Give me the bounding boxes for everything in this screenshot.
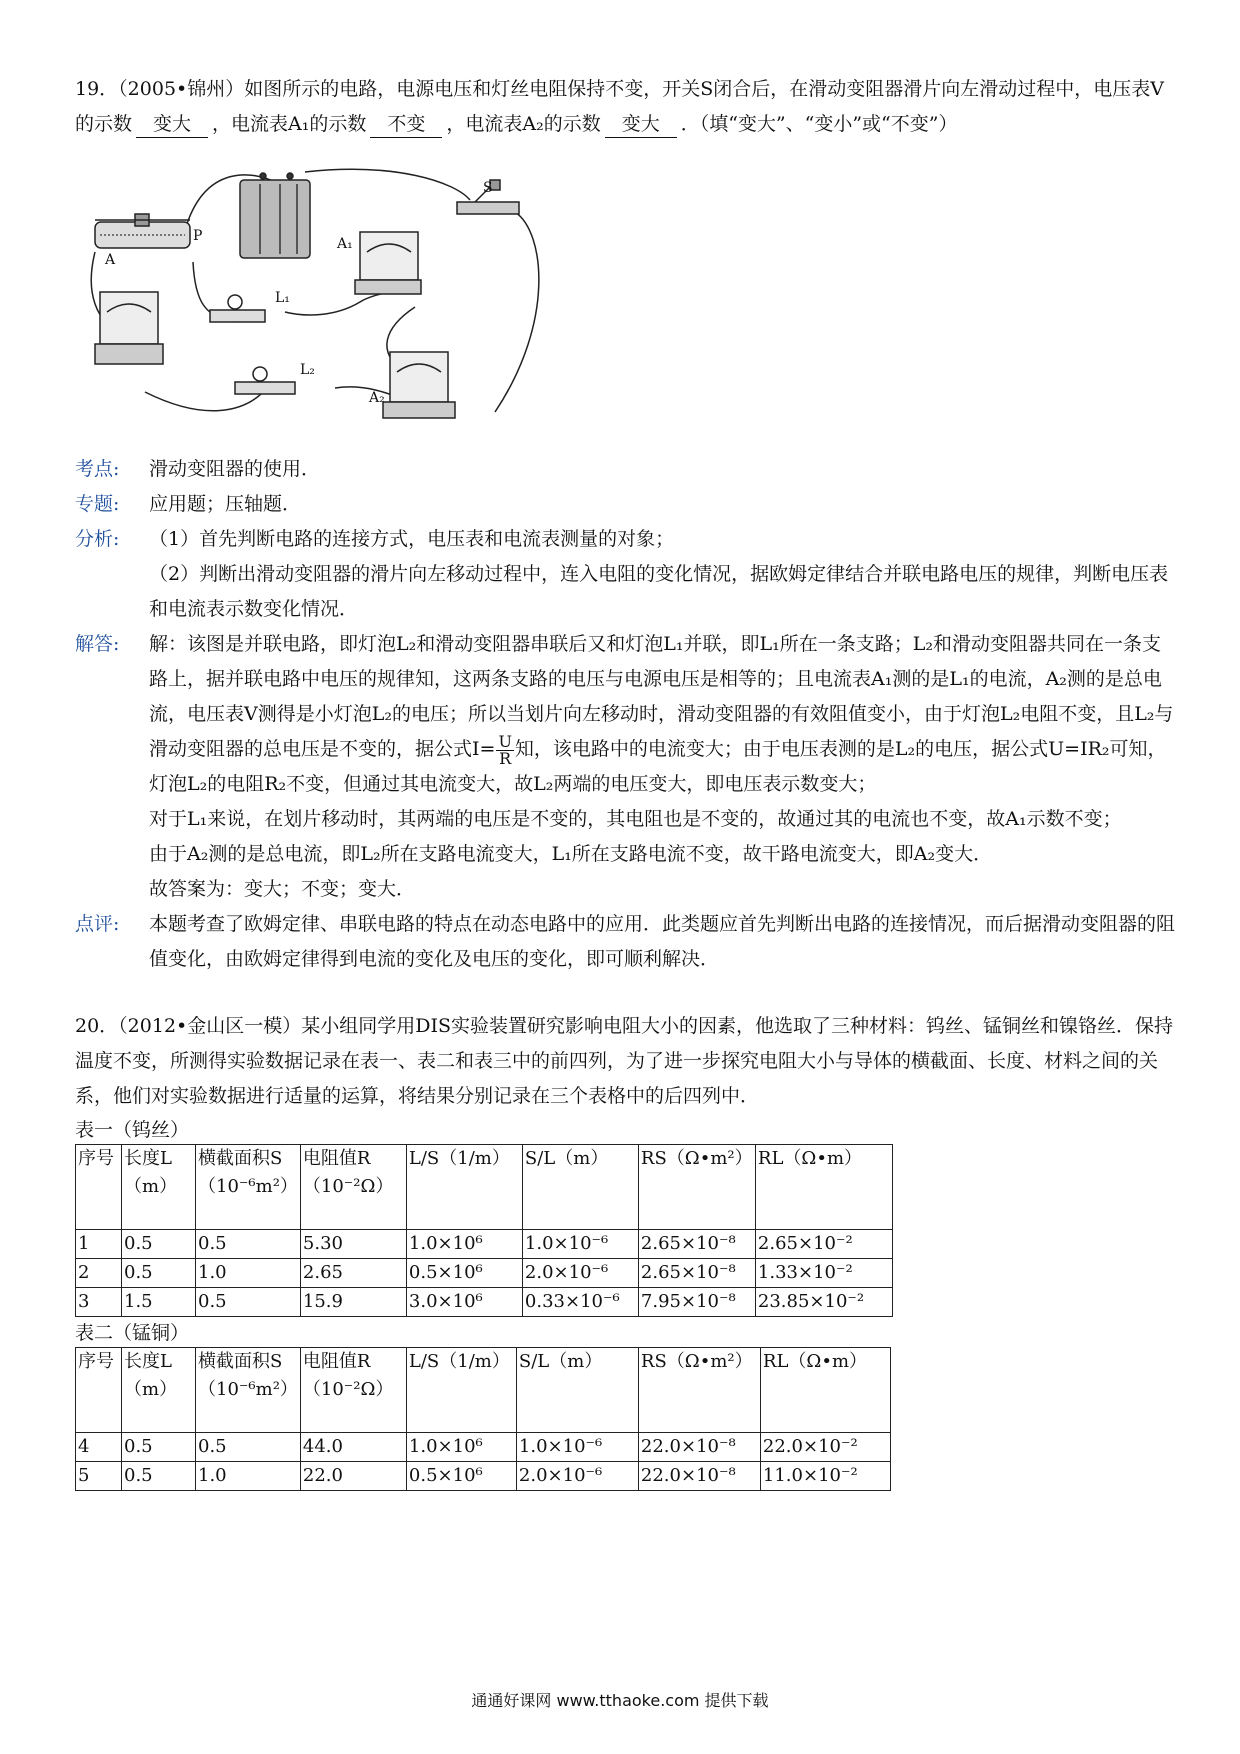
fenxi-label: 分析:	[75, 528, 120, 550]
table-cell: 7.95×10⁻⁸	[638, 1288, 755, 1317]
table-cell: 1.0	[196, 1462, 301, 1491]
table-cell: 2.65×10⁻⁸	[638, 1259, 755, 1288]
table-cell: 1.0×10⁶	[406, 1230, 522, 1259]
column-header: RL（Ω•m）	[760, 1348, 890, 1433]
table-cell: 0.5×10⁶	[406, 1259, 522, 1288]
table-cell: 0.5	[196, 1433, 301, 1462]
column-header: 长度L（m）	[122, 1145, 196, 1230]
page-footer: 通通好课网 www.tthaoke.com 提供下载	[471, 1691, 769, 1710]
stem-text-d: ．（填“变大”、“变小”或“不变”）	[680, 113, 958, 135]
column-header: L/S（1/m）	[406, 1145, 522, 1230]
zhuanti-label: 专题:	[75, 493, 120, 515]
column-header: S/L（m）	[516, 1348, 638, 1433]
column-header: 序号	[76, 1145, 122, 1230]
table-cell: 0.5×10⁶	[406, 1462, 516, 1491]
analysis-section	[75, 452, 1175, 977]
table-cell: 0.5	[196, 1230, 301, 1259]
jieda-paragraph-1	[149, 627, 1175, 802]
question-20	[75, 1009, 1175, 1491]
jieda-paragraph-3: 由于A₂测的是总电流，即L₂所在支路电流变大，L₁所在支路电流不变，故干路电流变大，即A₂变大．	[149, 843, 993, 865]
column-header: RS（Ω•m²）	[638, 1348, 760, 1433]
table-cell: 5.30	[300, 1230, 406, 1259]
table-2-caption: 表二（锰铜）	[75, 1322, 190, 1344]
table-cell: 1.0×10⁶	[406, 1433, 516, 1462]
table-cell: 15.9	[300, 1288, 406, 1317]
table-cell: 1.5	[122, 1288, 196, 1317]
table-cell: 2.0×10⁻⁶	[522, 1259, 638, 1288]
label-a: A	[105, 252, 116, 268]
question-19	[75, 72, 1175, 977]
column-header: 电阻值R（10⁻²Ω）	[300, 1145, 406, 1230]
table-cell: 1.0×10⁻⁶	[516, 1433, 638, 1462]
column-header: L/S（1/m）	[406, 1348, 516, 1433]
answer-blank-1: 变大	[136, 111, 208, 138]
label-s: S	[483, 180, 493, 196]
dianping-label: 点评:	[75, 913, 120, 935]
jieda-row	[75, 627, 1175, 907]
table-cell: 11.0×10⁻²	[760, 1462, 890, 1491]
dianping-text: 本题考查了欧姆定律、串联电路的特点在动态电路中的应用．此类题应首先判断出电路的连接情况，而后据滑动变阻器的阻值变化，由欧姆定律得到电流的变化及电压的变化，即可顺利解决．	[149, 913, 1176, 970]
stem-text-b: ，电流表A₁的示数	[212, 113, 367, 135]
question-20-stem: 20．（2012•金山区一模）某小组同学用DIS实验装置研究影响电阻大小的因素，他选取了三种材料：钨丝、锰铜丝和镍铬丝．保持温度不变，所测得实验数据记录在表一、表二和表三中的前四列，为了进一步探究电阻大小与导体的横截面、长度、材料之间的关系，他们对实验数据进行适量的运算，将结果分别记录在三个表格中的后四列中．	[75, 1015, 1173, 1107]
column-header: 长度L（m）	[122, 1348, 196, 1433]
table-1-caption: 表一（钨丝）	[75, 1119, 190, 1141]
table-2-manganin	[75, 1347, 891, 1491]
stem-text-c: ，电流表A₂的示数	[446, 113, 601, 135]
stem-text-a: 19．（2005•锦州）如图所示的电路，电源电压和灯丝电阻保持不变，开关S闭合后，在滑动变阻器滑片向左滑动过程中，电压表V的示数	[75, 78, 1164, 135]
table-cell: 2.65×10⁻⁸	[638, 1230, 755, 1259]
table-cell: 0.5	[122, 1230, 196, 1259]
jieda-label: 解答:	[75, 633, 120, 655]
table-cell: 3.0×10⁶	[406, 1288, 522, 1317]
table-cell: 1	[76, 1230, 122, 1259]
ammeter-a1	[355, 232, 421, 294]
table-cell: 22.0	[300, 1462, 406, 1491]
fraction-denominator: R	[499, 748, 512, 768]
label-l2: L₂	[300, 362, 315, 378]
table-cell: 0.5	[122, 1462, 196, 1491]
table-row	[76, 1259, 893, 1288]
table-cell: 4	[76, 1433, 122, 1462]
table-cell: 0.33×10⁻⁶	[522, 1288, 638, 1317]
table-row	[76, 1288, 893, 1317]
table-header-row	[76, 1348, 891, 1433]
table-cell: 2.65	[300, 1259, 406, 1288]
table-row	[76, 1462, 891, 1491]
column-header: 序号	[76, 1348, 122, 1433]
dianping-row	[75, 907, 1175, 977]
table-cell: 22.0×10⁻²	[760, 1433, 890, 1462]
lamp-l2	[235, 367, 295, 394]
column-header: 电阻值R（10⁻²Ω）	[300, 1348, 406, 1433]
wire	[305, 169, 470, 200]
fraction-numerator: U	[498, 731, 512, 751]
table-cell: 3	[76, 1288, 122, 1317]
table-cell: 1.0×10⁻⁶	[522, 1230, 638, 1259]
table-cell: 22.0×10⁻⁸	[638, 1462, 760, 1491]
table-1-tungsten	[75, 1144, 893, 1317]
jieda-paragraph-4: 故答案为：变大；不变；变大．	[149, 878, 416, 900]
circuit-diagram-svg	[75, 152, 565, 432]
jieda-text-1a: 解：该图是并联电路，即灯泡L₂和滑动变阻器串联后又和灯泡L₁并联，即L₁所在一条支路；L₂和滑动变阻器共同在一条支路上，据并联电路中电压的规律知，这两条支路的电压与电源电压是相等的；且电流表A₁测的是L₁的电流，A₂测的是总电流，电压表V测得是小灯泡L₂的电压；所以当划片向左移动时，滑动变阻器的有效阻值变小，由于灯泡L₂电阻不变，且L₂与滑动变阻器的总电压是不变的，据公式I=	[149, 633, 1174, 760]
fenxi-point-1: （1）首先判断电路的连接方式，电压表和电流表测量的对象；	[149, 528, 675, 550]
battery	[240, 173, 310, 258]
question-19-stem	[75, 72, 1175, 142]
circuit-figure	[75, 152, 565, 432]
column-header: RL（Ω•m）	[755, 1145, 892, 1230]
table-cell: 5	[76, 1462, 122, 1491]
column-header: RS（Ω•m²）	[638, 1145, 755, 1230]
table-cell: 0.5	[196, 1288, 301, 1317]
kaodian-text: 滑动变阻器的使用．	[149, 458, 321, 480]
column-header: S/L（m）	[522, 1145, 638, 1230]
zhuanti-row	[75, 487, 1175, 522]
column-header: 横截面积S（10⁻⁶m²）	[196, 1348, 301, 1433]
zhuanti-text: 应用题；压轴题．	[149, 493, 302, 515]
voltmeter-v	[95, 292, 163, 364]
rheostat	[95, 214, 190, 248]
table-cell: 2	[76, 1259, 122, 1288]
ammeter-a2	[383, 352, 455, 418]
jieda-text-1b: 知，该电路中的电流变大；由于电压表测的是L₂的电压，据公式U=IR₂可知，灯泡L₂的电阻R₂不变，但通过其电流变大，故L₂两端的电压变大，即电压表示数变大；	[149, 738, 1167, 795]
table-cell: 0.5	[122, 1259, 196, 1288]
table-row	[76, 1230, 893, 1259]
table-cell: 44.0	[300, 1433, 406, 1462]
label-l1: L₁	[275, 290, 290, 306]
kaodian-row	[75, 452, 1175, 487]
answer-blank-3: 变大	[605, 111, 677, 138]
ohm-law-fraction	[496, 731, 513, 768]
label-a2: A₂	[369, 390, 385, 406]
lamp-l1	[210, 295, 265, 322]
column-header: 横截面积S（10⁻⁶m²）	[196, 1145, 301, 1230]
table-cell: 2.65×10⁻²	[755, 1230, 892, 1259]
document-page	[75, 72, 1175, 1491]
table-cell: 23.85×10⁻²	[755, 1288, 892, 1317]
answer-blank-2: 不变	[370, 111, 442, 138]
table-row	[76, 1433, 891, 1462]
kaodian-label: 考点:	[75, 458, 120, 480]
table-cell: 0.5	[122, 1433, 196, 1462]
table-cell: 2.0×10⁻⁶	[516, 1462, 638, 1491]
jieda-paragraph-2: 对于L₁来说，在划片移动时，其两端的电压是不变的，其电阻也是不变的，故通过其的电流也不变，故A₁示数不变；	[149, 808, 1122, 830]
wire	[495, 212, 539, 412]
table-cell: 1.33×10⁻²	[755, 1259, 892, 1288]
table-cell: 1.0	[196, 1259, 301, 1288]
label-p: P	[193, 228, 203, 244]
label-a1: A₁	[337, 236, 353, 252]
fenxi-row	[75, 522, 1175, 627]
table-cell: 22.0×10⁻⁸	[638, 1433, 760, 1462]
table-header-row	[76, 1145, 893, 1230]
fenxi-point-2: （2）判断出滑动变阻器的滑片向左移动过程中，连入电阻的变化情况，据欧姆定律结合并联电路电压的规律，判断电压表和电流表示数变化情况．	[149, 563, 1169, 620]
